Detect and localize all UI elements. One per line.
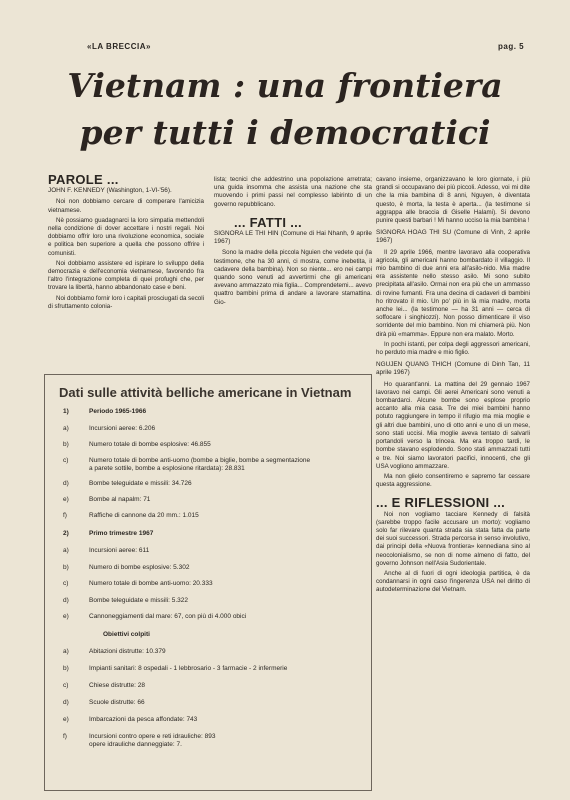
item-line: Numero di bombe esplosive: 5.302 — [89, 564, 190, 571]
section-heading-fatti: ... FATTI ... — [234, 214, 302, 230]
item-line: Incursioni aeree: 611 — [89, 547, 150, 554]
item-text — [89, 580, 365, 588]
item-line: Incursioni aeree: 6.206 — [89, 425, 156, 432]
item-line: opere idrauliche danneggiate: 7. — [89, 741, 182, 748]
masthead: «LA BRECCIA» — [87, 42, 151, 51]
paragraph: In pochi istanti, per colpa degli aggressori americani, ho perduto mia madre e mio figlio. — [376, 340, 530, 357]
item-label: a) — [63, 547, 69, 554]
item-text — [89, 457, 365, 473]
section-heading-parole: PAROLE ... — [48, 172, 119, 187]
item-text — [89, 530, 365, 538]
item-label: d) — [63, 597, 69, 604]
item-text — [89, 665, 365, 673]
item-label: e) — [63, 716, 69, 723]
item-line: Periodo 1965-1966 — [89, 408, 147, 415]
paragraph: Il 29 aprile 1966, mentre lavoravo alla cooperativa agricola, gli americani hanno bombardato il villaggio. Il mio bambino di due anni era all'asilo-nido. Mia madre era assistente nello stesso asilo. Mi sono subito precipitata all'asilo. Ormai non era più che un ammasso di rovine fumanti. Fra una decina di cadaveri di bambini ho ritrovato il mio. Un po' più in là mia madre, morta anche lei... (la testimone — ha 31 anni — cerca di soffocare i singhiozzi). Non posso dimenticare il viso sorridente del mio bambino. Non mi chiamerà più. Non dirà più «mamma». Eppure non era malato. Morto. — [376, 248, 530, 338]
headline-line-1: Vietnam : una frontiera — [67, 66, 503, 105]
box-title: Dati sulle attività belliche americane in Vietnam — [59, 385, 352, 400]
item-text — [89, 733, 365, 749]
item-line: Primo trimestre 1967 — [89, 530, 154, 537]
item-label: b) — [63, 441, 69, 448]
paragraph: lista; tecnici che addestrino una popolazione arretrata; una guida insomma che assista una nazione che sta muovendo i primi passi nel complesso labirinto di un governo repubblicano. — [214, 176, 372, 208]
item-text — [89, 613, 365, 621]
byline-hoag-thi-su: SIGNORA HOAG THI SU (Comune di Vinh, 2 aprile 1967) — [376, 229, 530, 245]
item-line: Imbarcazioni da pesca affondate: 743 — [89, 716, 198, 723]
item-line: Bombe al napalm: 71 — [89, 496, 151, 503]
paragraph: Ho quarant'anni. La mattina del 29 gennaio 1967 lavoravo nei campi. Gli aerei Americani sono venuti a bombardarci. Alcune bombe sono esplose proprio accanto alla mia casa. Tre dei miei bambini hanno potuto raggiungere in tempo il rifugio ma mia moglie e gli altri due bambini, uno di otto anni e uno di un mese, sono stati uccisi. Mia moglie aveva tentato di salvarli portandoli verso la trincea. Ma era troppo tardi, le bombe stavano esplodendo. Sono stati ammazzati tutti e tre. Noi siamo lavoratori pacifici, innocenti, che gli USA vogliono ammazzare. — [376, 380, 530, 470]
item-label: e) — [63, 613, 69, 620]
item-line: Impianti sanitari: 8 ospedali - 1 lebbrosario - 3 farmacie - 2 infermerie — [89, 665, 288, 672]
item-text — [89, 547, 365, 555]
item-line: Incursioni contro opere e reti idrauliche: 893 — [89, 733, 216, 740]
item-line: Abitazioni distrutte: 10.379 — [89, 648, 166, 655]
item-label: d) — [63, 480, 69, 487]
paragraph: Ma non glielo consentiremo e sapremo far cessare questa aggressione. — [376, 472, 530, 489]
paragraph: Noi dobbiamo assistere ed ispirare lo sviluppo della democrazia e dell'economia vietnamese, favorendo fra l'altro l'integrazione completa di quei profughi che, per trovare la libertà, hanno abbandonato case e beni. — [48, 259, 204, 292]
item-text — [89, 682, 365, 690]
item-label: 2) — [63, 530, 69, 537]
item-text — [89, 648, 365, 656]
left-column — [48, 172, 204, 313]
headline-line-2: per tutti i democratici — [79, 113, 491, 152]
paragraph: Noi non vogliamo tacciare Kennedy di falsità (sarebbe troppo facile accusare un morto): vogliamo solo far rilevare quanta strada sia stata fatta da parte dei suoi successori. Strada percorsa in senso involutivo, dai principi della «Nuova frontiera» kennediana sino al neocolonialismo, se non di nome almeno di fatto, del governo Johnson nell'Asia Sudorientale. — [376, 510, 530, 567]
item-text — [89, 716, 365, 724]
paragraph: cavano insieme, organizzavano le loro giornate, i più grandi si occupavano dei più piccoli. Adesso, voi mi dite che la mia bambina di 8 anni, Nguyen, è diventata questo, è morta, la testa è aperta... (la testimone si aggrappa alle braccia di Giselle Halami). Si devono punire questi barbari ! Mi hanno ucciso la mia bambina ! — [376, 176, 530, 225]
paragraph: Anche al di fuori di ogni ideologia partitica, è da condannarsi in ogni caso l'ingerenza USA nel diritto di autodeterminazione del Vietnam. — [376, 569, 530, 594]
byline-ngujen-quang-thich: NGUJEN QUANG THICH (Comune di Dinh Tan, 11 aprile 1967) — [376, 361, 530, 377]
item-text — [89, 512, 365, 520]
item-text — [89, 408, 365, 416]
item-label: f) — [63, 512, 67, 519]
item-label: 1) — [63, 408, 69, 415]
item-line: Chiese distrutte: 28 — [89, 682, 146, 689]
item-label: b) — [63, 564, 69, 571]
item-line: Bombe teleguidate e missili: 34.726 — [89, 480, 192, 487]
paragraph: Sono la madre della piccola Nguien che vedete qui (la testimone, che ha 30 anni, ci mostra, come inebetita, il cadavere della bambina). Non so niente... ero nei campi quando sono venuti ad avvertirmi che gli americani avevano ammazzato mia figlia... Comprendetemi... avevo quattro bambini prima di andare a lavorare stamattina. Gio- — [214, 249, 372, 306]
item-text — [89, 441, 365, 449]
item-text — [89, 564, 365, 572]
item-line: Cannoneggiamenti dal mare: 67, con più di 4.000 obici — [89, 613, 247, 620]
item-label: b) — [63, 665, 69, 672]
paragraph: Noi non dobbiamo cercare di comperare l'amicizia vietnamese. — [48, 198, 204, 214]
middle-column — [214, 176, 372, 309]
byline-le-thi-hin: SIGNORA LE THI HIN (Comune di Hai Nhanh, 9 aprile 1967) — [214, 230, 372, 246]
item-label: a) — [63, 648, 69, 655]
item-line: Numero totale di bombe esplosive: 46.855 — [89, 441, 211, 448]
item-label: c) — [63, 580, 69, 587]
item-label: a) — [63, 425, 69, 432]
paragraph: Nè possiamo guadagnarci la loro simpatia mettendoli nella condizione di dover accettare i nostri regali. Noi dobbiamo offrir loro una rivoluzione economica, sociale e politica ben superiore a quella che possono offrire i comunisti. — [48, 216, 204, 257]
item-label: d) — [63, 699, 69, 706]
item-text — [89, 699, 365, 707]
byline-kennedy: JOHN F. KENNEDY (Washington, 1-VI-'56). — [48, 187, 172, 195]
paragraph: Noi dobbiamo fornir loro i capitali prosciugati da secoli di sfruttamento colonia- — [48, 294, 204, 310]
item-line: Obiettivi colpiti — [103, 631, 150, 638]
page-number: pag. 5 — [498, 42, 525, 51]
item-label: c) — [63, 682, 69, 689]
item-text — [103, 631, 379, 639]
right-column — [376, 176, 530, 597]
item-text — [89, 496, 365, 504]
item-text — [89, 480, 365, 488]
item-label: c) — [63, 457, 69, 464]
item-label: f) — [63, 733, 67, 740]
war-data-box — [44, 374, 372, 791]
item-label: e) — [63, 496, 69, 503]
item-line: Numero totale di bombe anti-uomo (bombe a biglie, bombe a segmentazione — [89, 457, 311, 464]
item-line: Raffiche di cannone da 20 mm.: 1.015 — [89, 512, 199, 519]
item-line: Bombe teleguidate e missili: 5.322 — [89, 597, 189, 604]
item-line: Numero totale di bombe anti-uomo: 20.333 — [89, 580, 213, 587]
section-heading-riflessioni: ... E RIFLESSIONI ... — [376, 495, 506, 511]
item-text — [89, 425, 365, 433]
item-text — [89, 597, 365, 605]
item-line: a parete sottile, bombe a esplosione ritardata): 28.831 — [89, 465, 245, 472]
item-line: Scuole distrutte: 66 — [89, 699, 145, 706]
